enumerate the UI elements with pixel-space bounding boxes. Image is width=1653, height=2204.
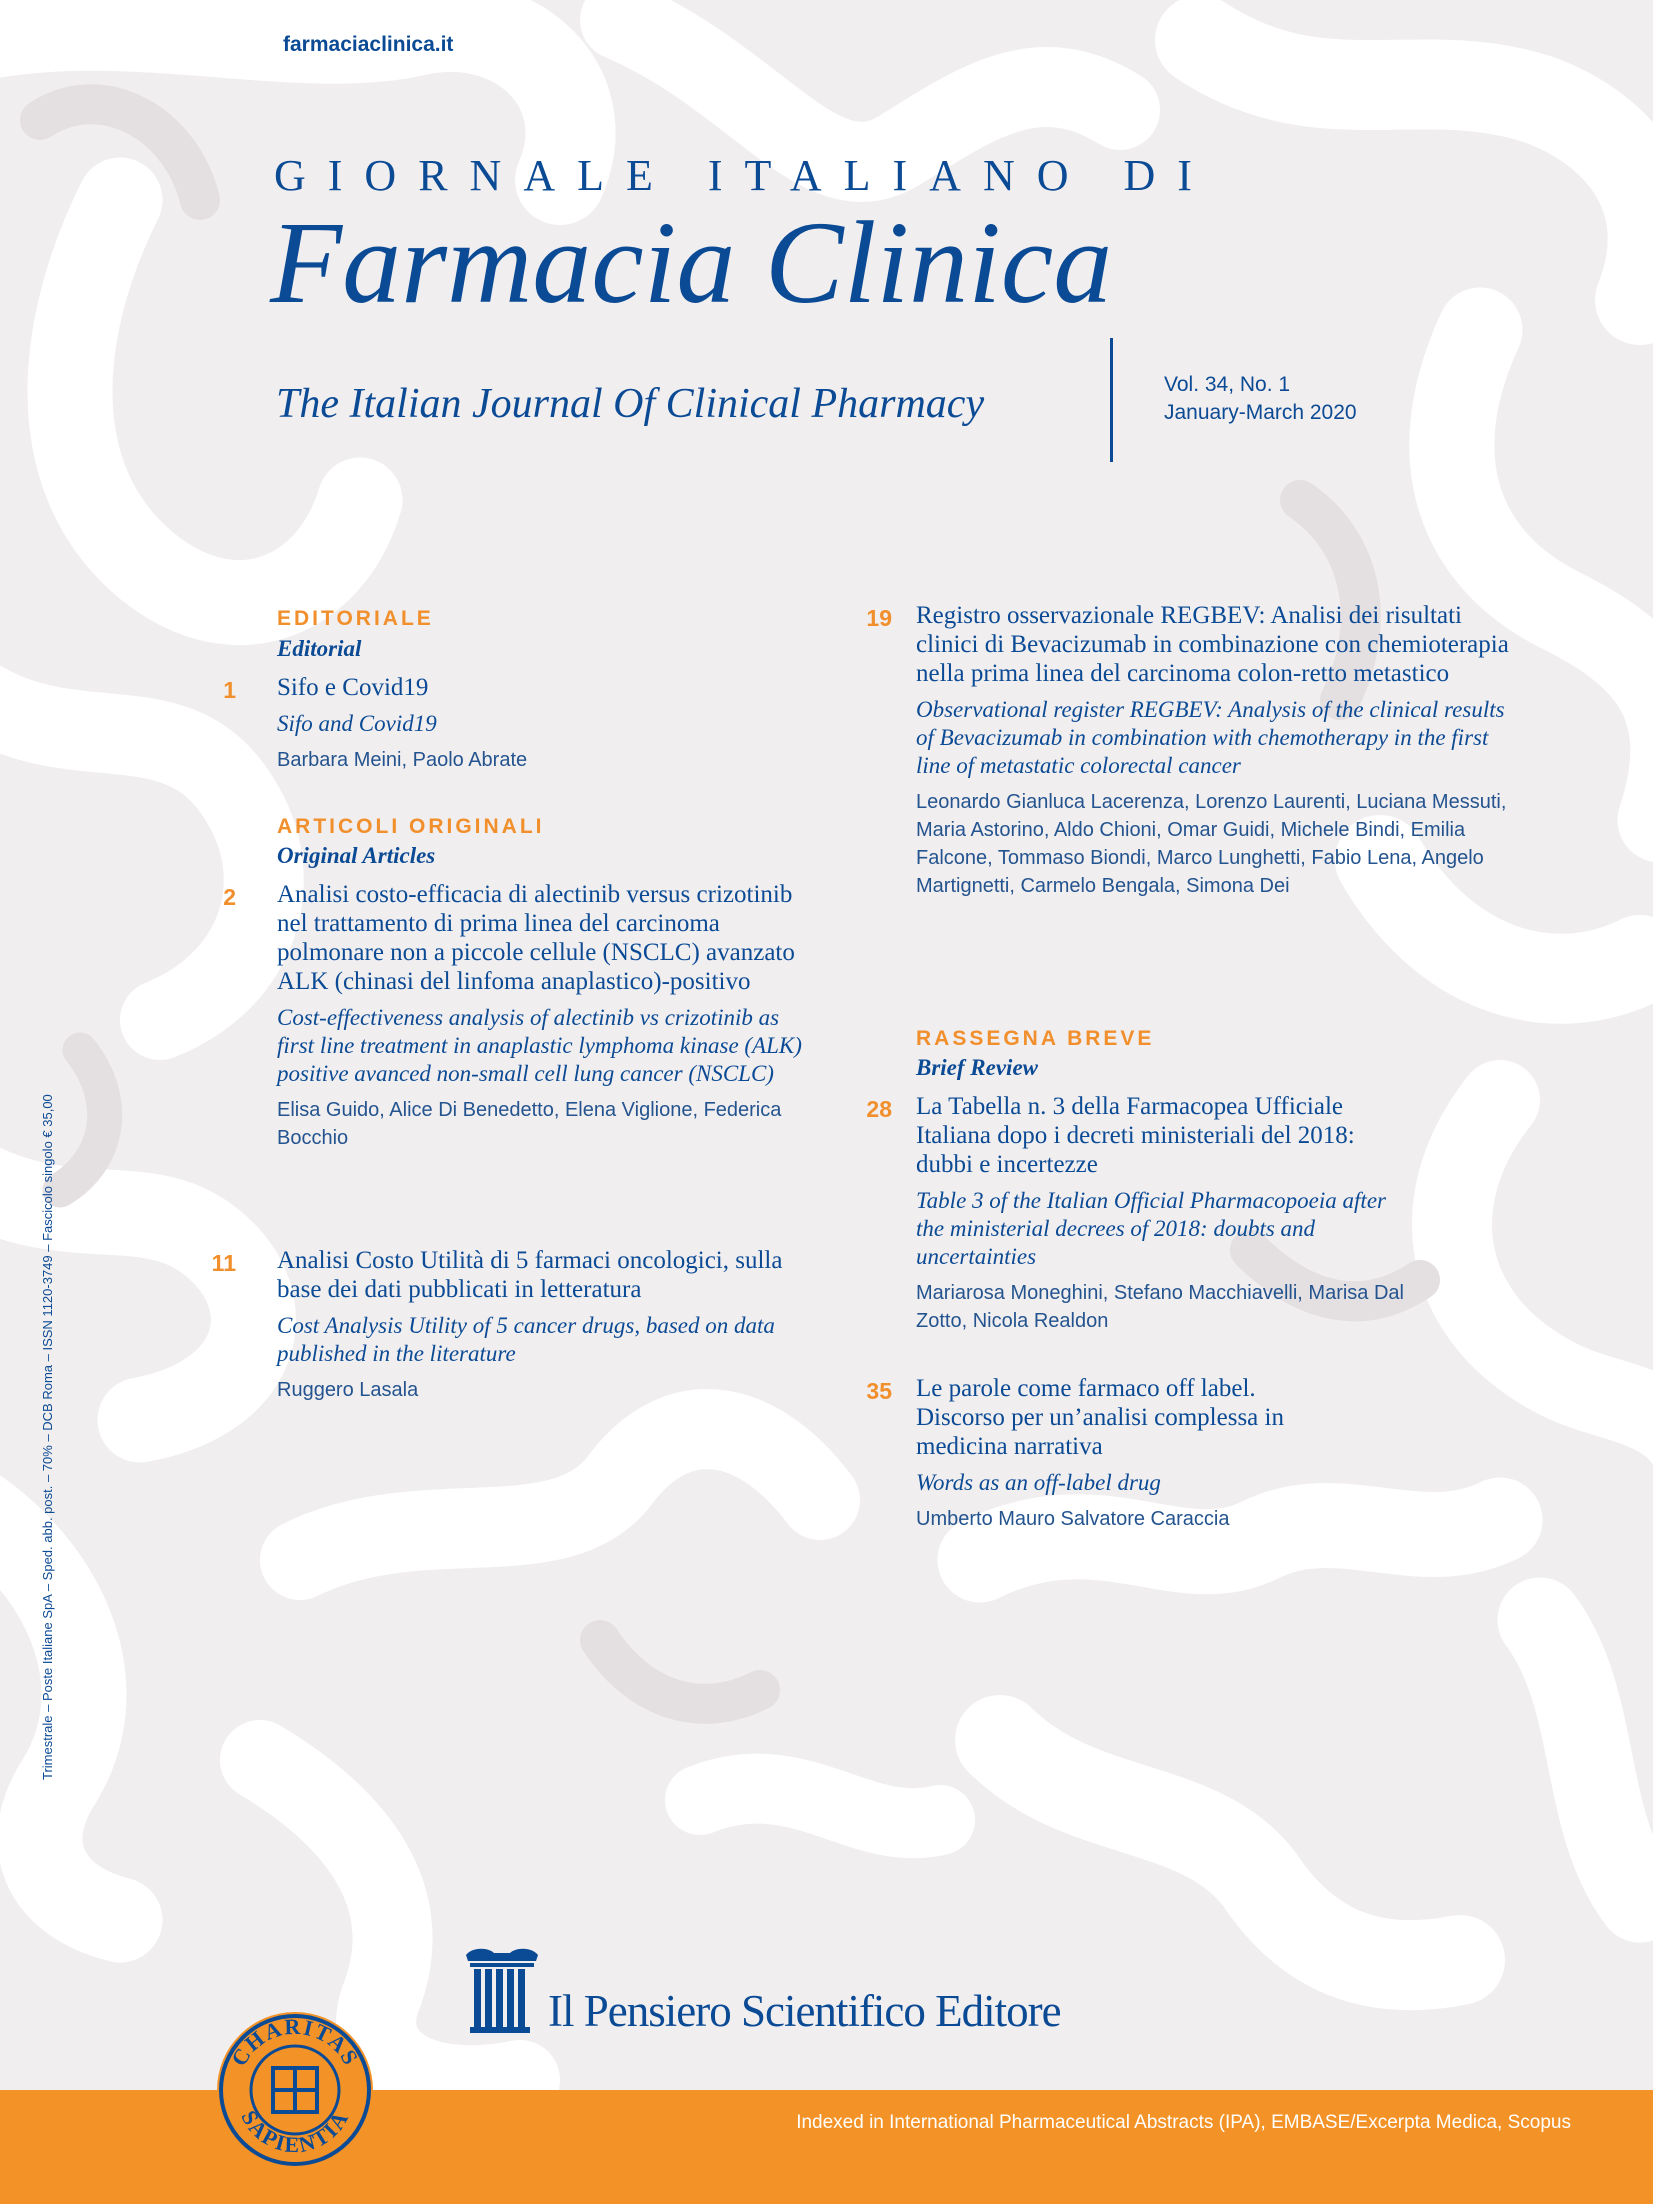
publisher-name: Il Pensiero Scientifico Editore: [548, 1986, 1061, 2036]
article-entry[interactable]: [916, 1092, 1416, 1335]
column-logo-icon: [462, 1945, 542, 2035]
section-editoriale: EDITORIALE: [277, 607, 434, 630]
issue-date: January-March 2020: [1164, 401, 1357, 424]
section-editorial-en: Editorial: [277, 636, 362, 661]
spine-postal-info: Trimestrale – Poste Italiane SpA – Sped. abb. post. – 70% – DCB Roma – ISSN 1120-3749 – Fascicolo singolo € 35,00: [40, 1094, 55, 1780]
article-page-number: 28: [866, 1096, 892, 1122]
article-authors: Leonardo Gianluca Lacerenza, Lorenzo Laurenti, Luciana Messuti, Maria Astorino, Aldo Chioni, Omar Guidi, Michele Bindi, Emilia Falcone, Tommaso Biondi, Marco Lunghetti, Fabio Lena, Angelo Martignetti, Carmelo Bengala, Simona Dei: [916, 791, 1507, 897]
header-divider: [1110, 338, 1113, 462]
article-entry[interactable]: [277, 880, 817, 1152]
volume-number: Vol. 34, No. 1: [1164, 373, 1291, 396]
seal-bottom-text: SAPIENTIA: [236, 2105, 354, 2158]
article-title-en: Cost-effectiveness analysis of alectinib vs crizotinib as first line treatment in anaplastic lymphoma kinase (ALK) positive avanced non-small cell lung cancer (NSCLC): [277, 1005, 802, 1086]
charitas-sapientia-seal: [215, 2010, 375, 2170]
article-entry[interactable]: [277, 673, 832, 774]
section-articoli-originali: ARTICOLI ORIGINALI: [277, 815, 545, 838]
indexing-info: Indexed in International Pharmaceutical Abstracts (IPA), EMBASE/Excerpta Medica, Scopus: [796, 2112, 1571, 2133]
article-title-it: Le parole come farmaco off label. Discorso per un’analisi complessa in medicina narrativa: [916, 1375, 1284, 1460]
article-page-number: 35: [866, 1378, 892, 1404]
article-authors: Mariarosa Moneghini, Stefano Macchiavelli, Marisa Dal Zotto, Nicola Realdon: [916, 1282, 1404, 1332]
article-authors: Umberto Mauro Salvatore Caraccia: [916, 1508, 1230, 1530]
article-title-en: Sifo and Covid19: [277, 711, 437, 736]
article-entry[interactable]: [277, 1246, 832, 1404]
article-title-en: Cost Analysis Utility of 5 cancer drugs, based on data published in the literature: [277, 1313, 775, 1366]
article-title-en: Words as an off-label drug: [916, 1470, 1161, 1495]
article-page-number: 1: [223, 677, 236, 703]
article-title-it: Analisi costo-efficacia di alectinib versus crizotinib nel trattamento di prima linea del carcinoma polmonare non a piccole cellule (NSCLC) avanzato ALK (chinasi del linfoma anaplastico)-positivo: [277, 881, 795, 995]
article-page-number: 19: [866, 605, 892, 631]
journal-title: Farmacia Clinica: [270, 197, 1113, 328]
journal-subtitle: The Italian Journal Of Clinical Pharmacy: [276, 381, 985, 427]
section-rassegna-breve: RASSEGNA BREVE: [916, 1027, 1155, 1050]
article-title-it: Registro osservazionale REGBEV: Analisi dei risultati clinici di Bevacizumab in combinazione con chemioterapia nella prima linea del carcinoma colon-retto metastico: [916, 602, 1509, 687]
journal-title-prefix: GIORNALE ITALIANO DI: [274, 151, 1214, 200]
section-brief-review-en: Brief Review: [916, 1055, 1038, 1080]
article-title-en: Observational register REGBEV: Analysis of the clinical results of Bevacizumab in combination with chemotherapy in the first line of metastatic colorectal cancer: [916, 697, 1505, 778]
article-authors: Elisa Guido, Alice Di Benedetto, Elena Viglione, Federica Bocchio: [277, 1099, 782, 1149]
seal-top-text: CHARITAS: [225, 2013, 365, 2071]
article-title-it: La Tabella n. 3 della Farmacopea Ufficiale Italiana dopo i decreti ministeriali del 2018: dubbi e incertezze: [916, 1093, 1355, 1178]
article-entry[interactable]: [916, 1374, 1336, 1533]
website-link[interactable]: farmaciaclinica.it: [283, 33, 454, 56]
article-title-it: Analisi Costo Utilità di 5 farmaci oncologici, sulla base dei dati pubblicati in letteratura: [277, 1247, 783, 1303]
article-authors: Ruggero Lasala: [277, 1379, 419, 1401]
article-title-it: Sifo e Covid19: [277, 674, 429, 701]
section-original-articles-en: Original Articles: [277, 843, 436, 868]
article-entry[interactable]: [916, 601, 1526, 900]
article-page-number: 2: [223, 884, 236, 910]
article-authors: Barbara Meini, Paolo Abrate: [277, 749, 528, 771]
article-page-number: 11: [211, 1250, 236, 1276]
article-title-en: Table 3 of the Italian Official Pharmacopoeia after the ministerial decrees of 2018: doubts and uncertainties: [916, 1188, 1386, 1269]
